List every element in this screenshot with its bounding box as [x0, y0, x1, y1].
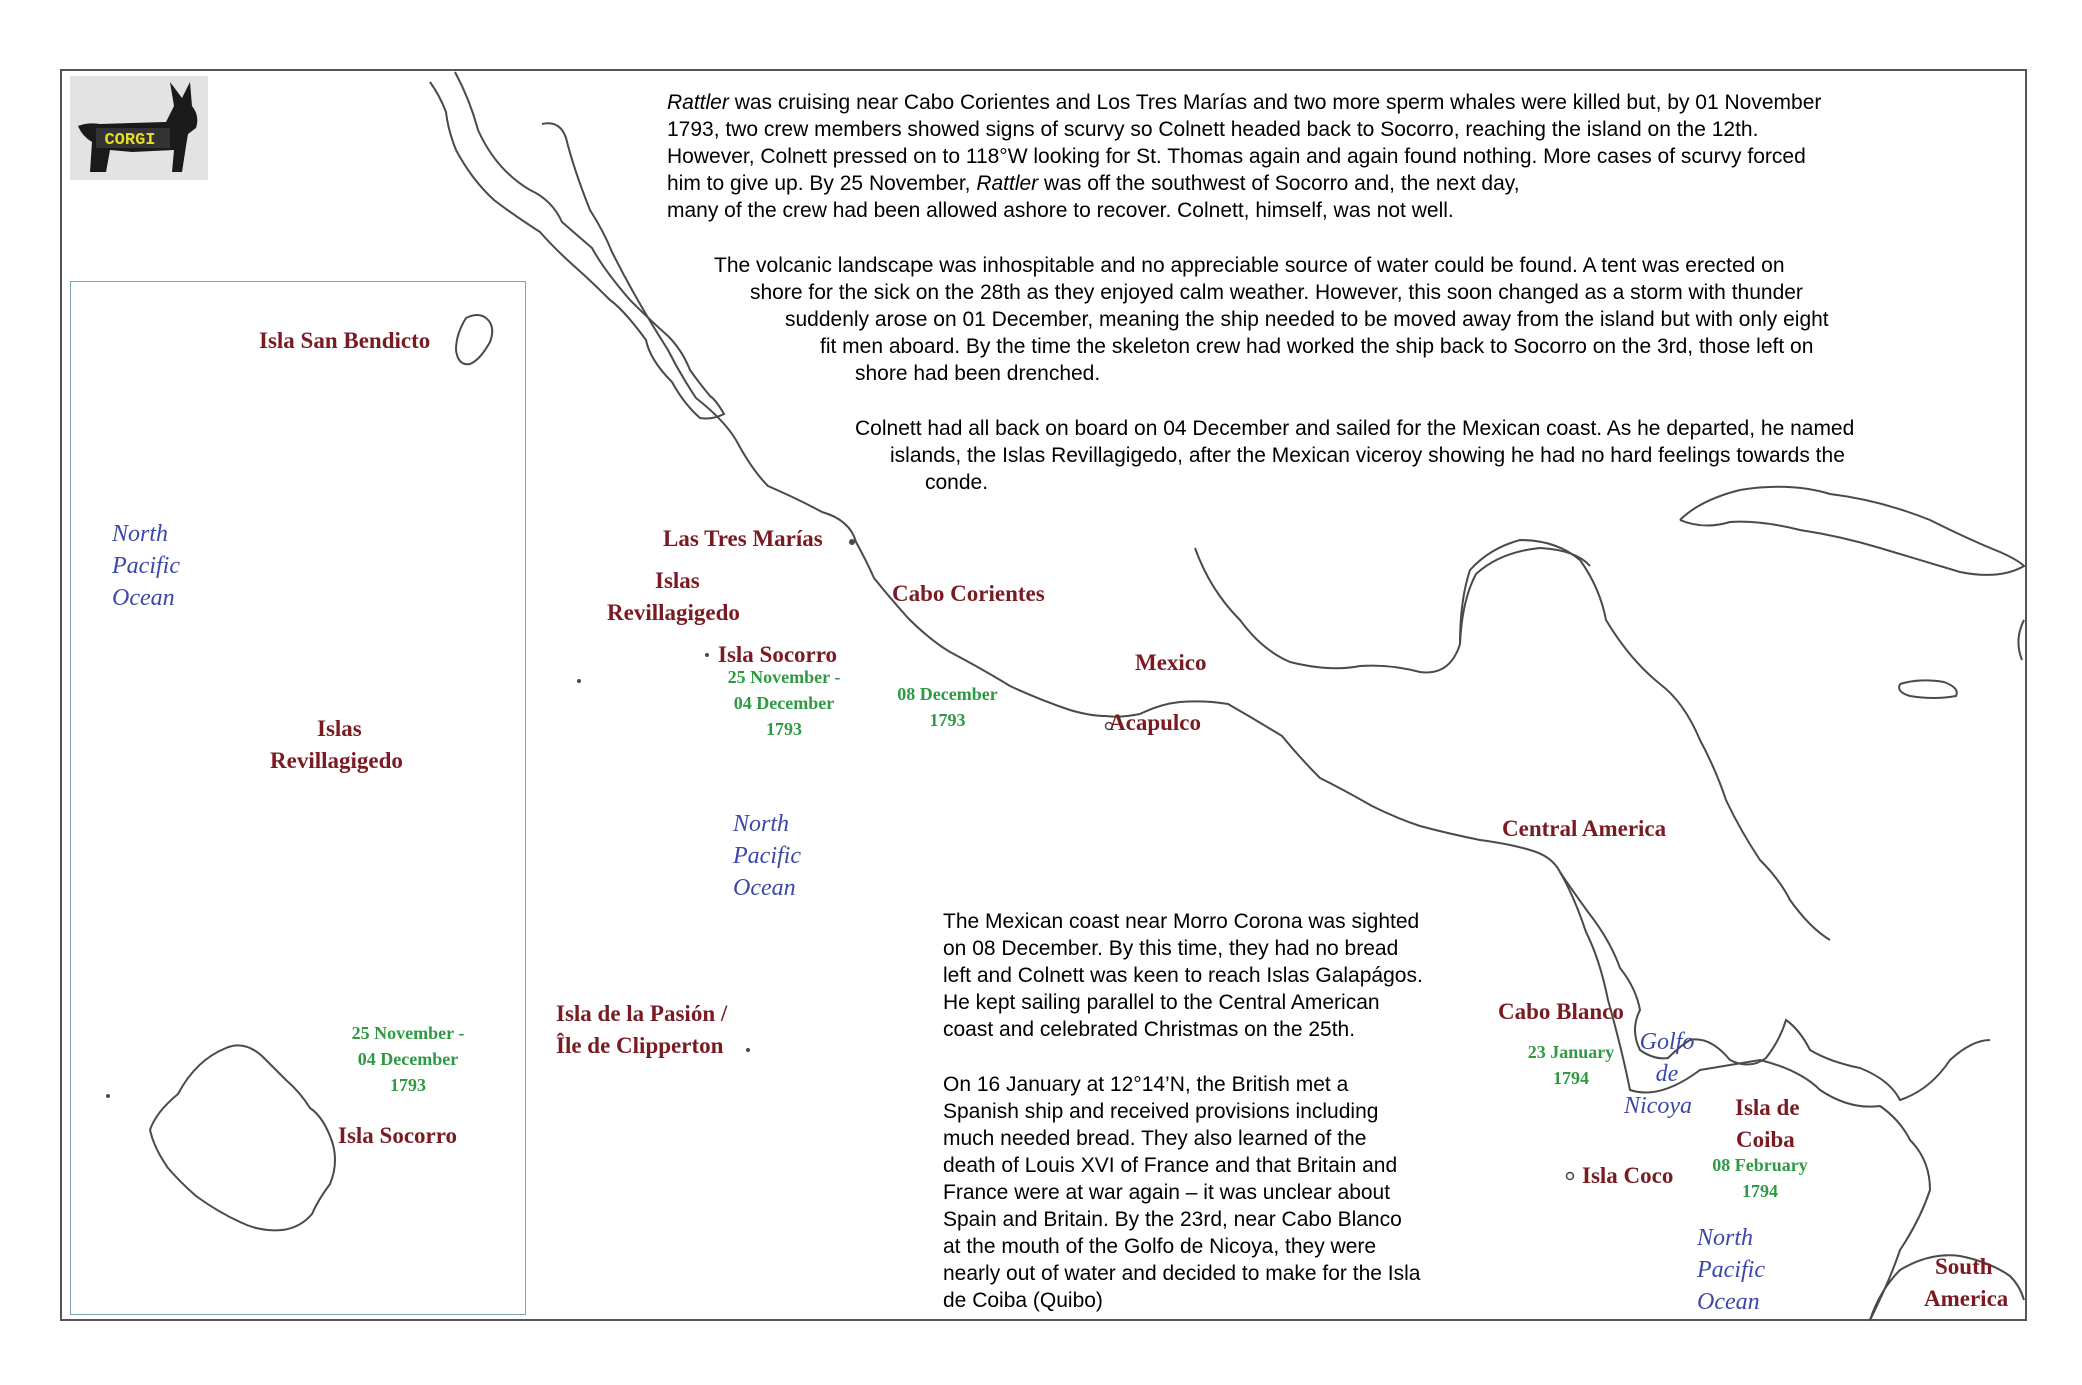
p4-line-4: He kept sailing parallel to the Central American	[943, 991, 1380, 1014]
date-line: 25 November -	[351, 1023, 465, 1043]
p5-line-8: nearly out of water and decided to make for the Isla	[943, 1262, 1421, 1285]
p5-line-3: much needed bread. They also learned of the	[943, 1127, 1367, 1150]
p2-line-5: shore had been drenched.	[855, 362, 1101, 385]
socorro-islet	[705, 653, 709, 657]
tres-marias-islet	[849, 539, 855, 545]
ocean-word: North	[733, 811, 790, 837]
date-line: 08 December	[897, 684, 998, 704]
label-cabo-blanco: Cabo Blanco	[1498, 999, 1624, 1024]
paragraph-5	[943, 1071, 1420, 1314]
label-clipperton-2: Île de Clipperton	[556, 1033, 724, 1058]
paragraph-4	[943, 908, 1423, 1043]
hispaniola-coast	[2018, 620, 2024, 660]
p2-line-1: The volcanic landscape was inhospitable and no appreciable source of water could be found. A tent was erected on	[714, 254, 1785, 277]
p5-line-7: at the mouth of the Golfo de Nicoya, they were	[943, 1235, 1377, 1258]
p5-line-9: de Coiba (Quibo)	[943, 1289, 1103, 1312]
label-islas-revillagigedo-inset-2: Revillagigedo	[270, 748, 403, 773]
p3-line-2: islands, the Islas Revillagigedo, after the Mexican viceroy showing he had no hard feelings towards the	[890, 444, 1845, 467]
date-line: 1794	[1553, 1068, 1589, 1088]
label-ocean-inset	[112, 518, 180, 614]
date-line: 23 January	[1527, 1042, 1615, 1062]
label-isla-socorro-main: Isla Socorro	[718, 642, 838, 667]
label-isla-coco: Isla Coco	[1582, 1163, 1674, 1188]
date-line: 1794	[1742, 1181, 1778, 1201]
ocean-word: Ocean	[1697, 1289, 1760, 1315]
label-islas-revillagigedo-inset-1: Islas	[317, 716, 362, 741]
p4-line-3: left and Colnett was keen to reach Islas Galapágos.	[943, 964, 1423, 987]
p4-line-5: coast and celebrated Christmas on the 25th.	[943, 1018, 1356, 1041]
paragraph-1	[667, 89, 1821, 224]
date-line: 1793	[766, 719, 802, 739]
p5-line-1: On 16 January at 12°14’N, the British met a	[943, 1073, 1349, 1096]
date-line: 1793	[390, 1075, 426, 1095]
ship-name-2: Rattler	[976, 172, 1039, 195]
p4-line-1: The Mexican coast near Morro Corona was sighted	[943, 910, 1420, 933]
socorro-island-inset	[150, 1045, 335, 1230]
p3-line-3: conde.	[925, 471, 989, 494]
label-south-america-1: South	[1935, 1254, 1993, 1279]
gulf-word: de	[1655, 1061, 1679, 1087]
label-cabo-corientes: Cabo Corientes	[892, 581, 1045, 606]
p3-line-1: Colnett had all back on board on 04 December and sailed for the Mexican coast. As he departed, he named	[855, 417, 1855, 440]
label-islas-revillagigedo-main-2: Revillagigedo	[607, 600, 740, 625]
p4-line-2: on 08 December. By this time, they had no bread	[943, 937, 1399, 960]
label-isla-de-coiba-2: Coiba	[1736, 1127, 1795, 1152]
logo-text: CORGI	[104, 131, 156, 150]
p5-line-5: France were at war again – it was unclear about	[943, 1181, 1391, 1204]
san-benedicto-island	[456, 315, 492, 364]
ship-name: Rattler	[667, 91, 729, 114]
ocean-word: North	[1697, 1225, 1754, 1251]
label-isla-socorro-inset: Isla Socorro	[338, 1123, 458, 1148]
p1-line-1: was cruising near Cabo Corientes and Los Tres Marías and two more sperm whales were killed but, by 01 November	[728, 91, 1822, 114]
gulf-of-mexico-coast	[1195, 540, 1830, 940]
cuba-coast	[1680, 487, 2024, 575]
label-isla-de-coiba-1: Isla de	[1735, 1095, 1800, 1120]
clarion-islet	[577, 679, 581, 683]
label-las-tres-marias: Las Tres Marías	[663, 526, 823, 551]
label-mexico: Mexico	[1135, 650, 1207, 675]
p1-line-4b: was off the southwest of Socorro and, the next day,	[1038, 172, 1520, 195]
paragraph-2	[714, 252, 1829, 387]
date-line: 1793	[929, 710, 966, 730]
ocean-word: Pacific	[733, 843, 801, 869]
label-south-america-2: America	[1924, 1286, 2009, 1311]
p1-line-4a: him to give up. By 25 November,	[667, 172, 977, 195]
p5-line-6: Spain and Britain. By the 23rd, near Cabo Blanco	[943, 1208, 1402, 1231]
label-islas-revillagigedo-main-1: Islas	[655, 568, 700, 593]
p5-line-4: death of Louis XVI of France and that Britain and	[943, 1154, 1398, 1177]
ocean-word: Pacific	[112, 553, 180, 579]
label-acapulco: Acapulco	[1109, 710, 1201, 735]
date-cabo-blanco	[1521, 1039, 1621, 1091]
ocean-word: North	[112, 521, 169, 547]
ocean-word: Ocean	[112, 585, 175, 611]
label-ocean-southeast	[1697, 1222, 1765, 1318]
p2-line-3: suddenly arose on 01 December, meaning the ship needed to be moved away from the island but with only eight	[785, 308, 1829, 331]
p1-line-5: many of the crew had been allowed ashore to recover. Colnett, himself, was not well.	[667, 199, 1454, 222]
ocean-word: Pacific	[1697, 1257, 1765, 1283]
ocean-word: Ocean	[733, 875, 796, 901]
date-line: 04 December	[733, 693, 835, 713]
p1-line-2: 1793, two crew members showed signs of scurvy so Colnett headed back to Socorro, reaching the island on the 12th.	[667, 118, 1759, 141]
p5-line-2: Spanish ship and received provisions including	[943, 1100, 1379, 1123]
label-golfo-de-nicoya	[1624, 1026, 1702, 1122]
jamaica-coast	[1899, 680, 1957, 698]
label-central-america: Central America	[1502, 816, 1667, 841]
date-cabo-corientes	[885, 681, 1010, 733]
label-ocean-center	[733, 808, 801, 904]
clipperton-islet	[746, 1048, 750, 1052]
label-isla-san-benedicto: Isla San Bendicto	[259, 328, 431, 353]
gulf-word: Nicoya	[1624, 1093, 1692, 1119]
label-clipperton-1: Isla de la Pasión /	[556, 1001, 728, 1026]
p2-line-2: shore for the sick on the 28th as they enjoyed calm weather. However, this soon changed as a storm with thunder	[750, 281, 1803, 304]
p1-line-3: However, Colnett pressed on to 118°W looking for St. Thomas again and again found nothing. More cases of scurvy forced	[667, 145, 1806, 168]
gulf-word: Golfo	[1639, 1029, 1695, 1055]
inset-islet	[106, 1094, 110, 1098]
date-line: 08 February	[1712, 1155, 1808, 1175]
date-line: 25 November -	[727, 667, 841, 687]
p2-line-4: fit men aboard. By the time the skeleton crew had worked the ship back to Socorro on the 3rd, those left on	[820, 335, 1814, 358]
date-socorro-inset	[343, 1020, 473, 1098]
date-socorro-main	[719, 664, 849, 742]
coco-island-marker	[1567, 1173, 1574, 1180]
date-line: 04 December	[357, 1049, 459, 1069]
yucatan-coast	[1460, 548, 1590, 644]
date-coiba	[1705, 1152, 1815, 1204]
paragraph-3	[855, 415, 1854, 496]
